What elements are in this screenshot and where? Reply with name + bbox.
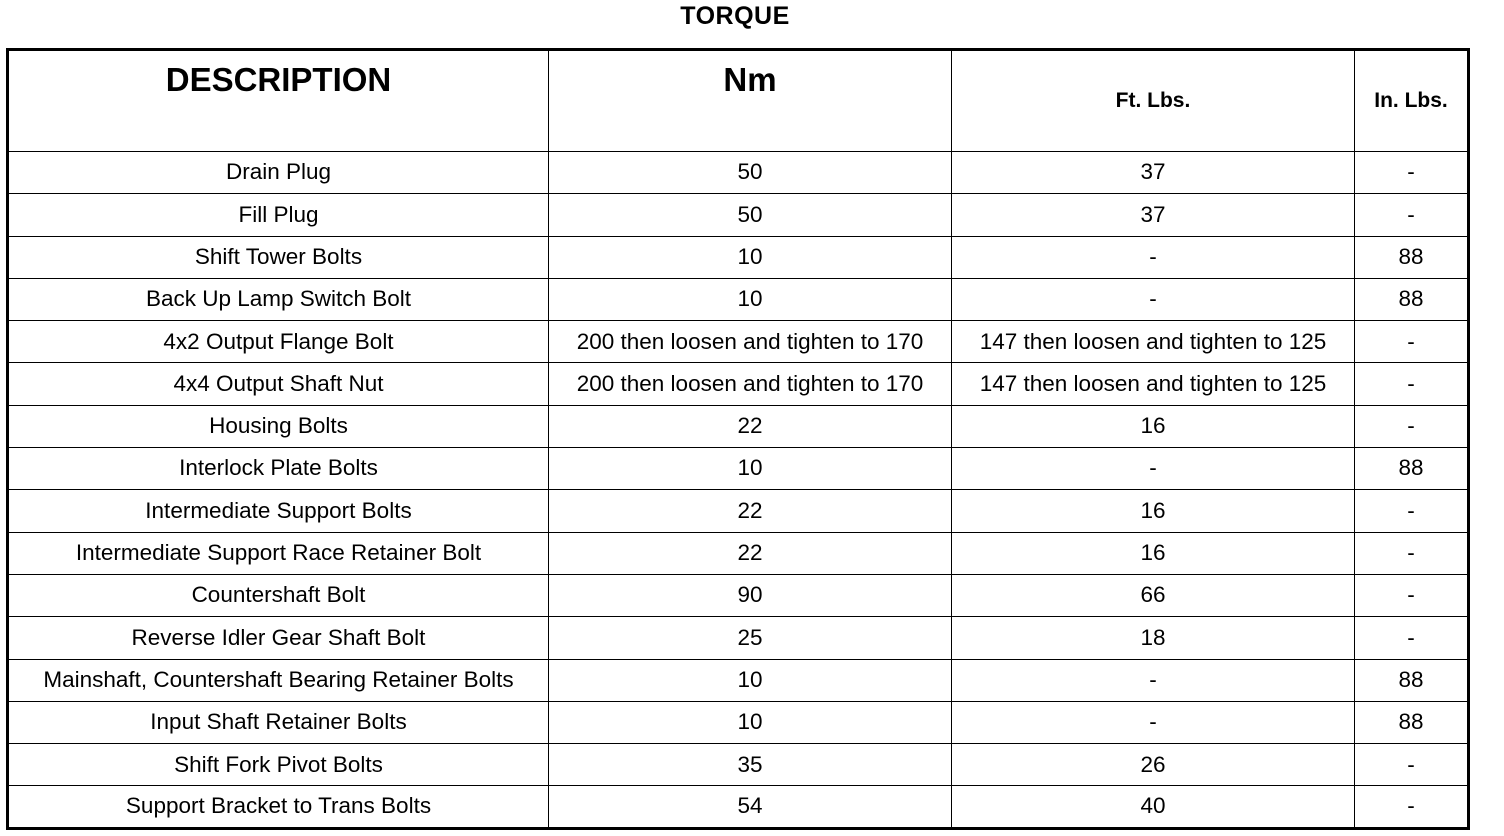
cell-nm: 22 [549,405,952,447]
table-row [8,321,1469,363]
cell-in-lbs: 88 [1355,701,1469,743]
cell-description: Housing Bolts [8,405,549,447]
table-row [8,152,1469,194]
cell-ft-lbs: 147 then loosen and tighten to 125 [952,321,1355,363]
cell-description: Drain Plug [8,152,549,194]
cell-in-lbs: - [1355,321,1469,363]
table-row [8,278,1469,320]
torque-table [6,48,1470,830]
cell-description: Back Up Lamp Switch Bolt [8,278,549,320]
cell-description: Interlock Plate Bolts [8,448,549,490]
table-row [8,236,1469,278]
table-row [8,532,1469,574]
cell-in-lbs: 88 [1355,659,1469,701]
cell-nm: 25 [549,617,952,659]
cell-description: Support Bracket to Trans Bolts [8,786,549,828]
cell-ft-lbs: 66 [952,574,1355,616]
table-row [8,363,1469,405]
header-in-lbs: In. Lbs. [1355,50,1469,152]
cell-nm: 22 [549,532,952,574]
cell-description: Shift Fork Pivot Bolts [8,744,549,786]
table-row [8,574,1469,616]
cell-in-lbs: 88 [1355,236,1469,278]
cell-nm: 200 then loosen and tighten to 170 [549,321,952,363]
cell-nm: 10 [549,448,952,490]
header-row [8,50,1469,152]
cell-nm: 50 [549,194,952,236]
cell-in-lbs: - [1355,363,1469,405]
cell-description: Intermediate Support Bolts [8,490,549,532]
cell-in-lbs: - [1355,617,1469,659]
cell-in-lbs: - [1355,532,1469,574]
cell-in-lbs: - [1355,574,1469,616]
cell-in-lbs: - [1355,786,1469,828]
page-title: TORQUE [680,2,790,30]
cell-ft-lbs: 16 [952,532,1355,574]
cell-ft-lbs: - [952,701,1355,743]
cell-ft-lbs: 26 [952,744,1355,786]
cell-in-lbs: 88 [1355,448,1469,490]
cell-description: Mainshaft, Countershaft Bearing Retainer Bolts [8,659,549,701]
cell-in-lbs: - [1355,490,1469,532]
cell-ft-lbs: 147 then loosen and tighten to 125 [952,363,1355,405]
cell-nm: 22 [549,490,952,532]
table-row [8,194,1469,236]
cell-nm: 10 [549,278,952,320]
table-row [8,786,1469,828]
cell-ft-lbs: 16 [952,490,1355,532]
cell-in-lbs: - [1355,744,1469,786]
cell-nm: 10 [549,701,952,743]
cell-description: 4x4 Output Shaft Nut [8,363,549,405]
cell-description: Fill Plug [8,194,549,236]
cell-description: Intermediate Support Race Retainer Bolt [8,532,549,574]
cell-in-lbs: - [1355,194,1469,236]
cell-nm: 10 [549,659,952,701]
cell-nm: 54 [549,786,952,828]
table-row [8,701,1469,743]
cell-nm: 90 [549,574,952,616]
cell-ft-lbs: 16 [952,405,1355,447]
cell-description: Input Shaft Retainer Bolts [8,701,549,743]
cell-in-lbs: - [1355,405,1469,447]
cell-ft-lbs: - [952,659,1355,701]
cell-in-lbs: - [1355,152,1469,194]
cell-ft-lbs: - [952,236,1355,278]
table-row [8,405,1469,447]
table-row [8,659,1469,701]
header-ft-lbs: Ft. Lbs. [952,50,1355,152]
cell-description: Countershaft Bolt [8,574,549,616]
table-row [8,617,1469,659]
cell-nm: 35 [549,744,952,786]
cell-description: 4x2 Output Flange Bolt [8,321,549,363]
cell-in-lbs: 88 [1355,278,1469,320]
cell-description: Shift Tower Bolts [8,236,549,278]
cell-nm: 10 [549,236,952,278]
cell-ft-lbs: 18 [952,617,1355,659]
header-nm: Nm [549,50,952,152]
table-row [8,744,1469,786]
cell-ft-lbs: 40 [952,786,1355,828]
cell-ft-lbs: - [952,448,1355,490]
cell-ft-lbs: - [952,278,1355,320]
cell-description: Reverse Idler Gear Shaft Bolt [8,617,549,659]
cell-ft-lbs: 37 [952,152,1355,194]
table-row [8,490,1469,532]
cell-nm: 50 [549,152,952,194]
cell-ft-lbs: 37 [952,194,1355,236]
header-description: DESCRIPTION [8,50,549,152]
table-body [8,152,1469,829]
cell-nm: 200 then loosen and tighten to 170 [549,363,952,405]
table-row [8,448,1469,490]
